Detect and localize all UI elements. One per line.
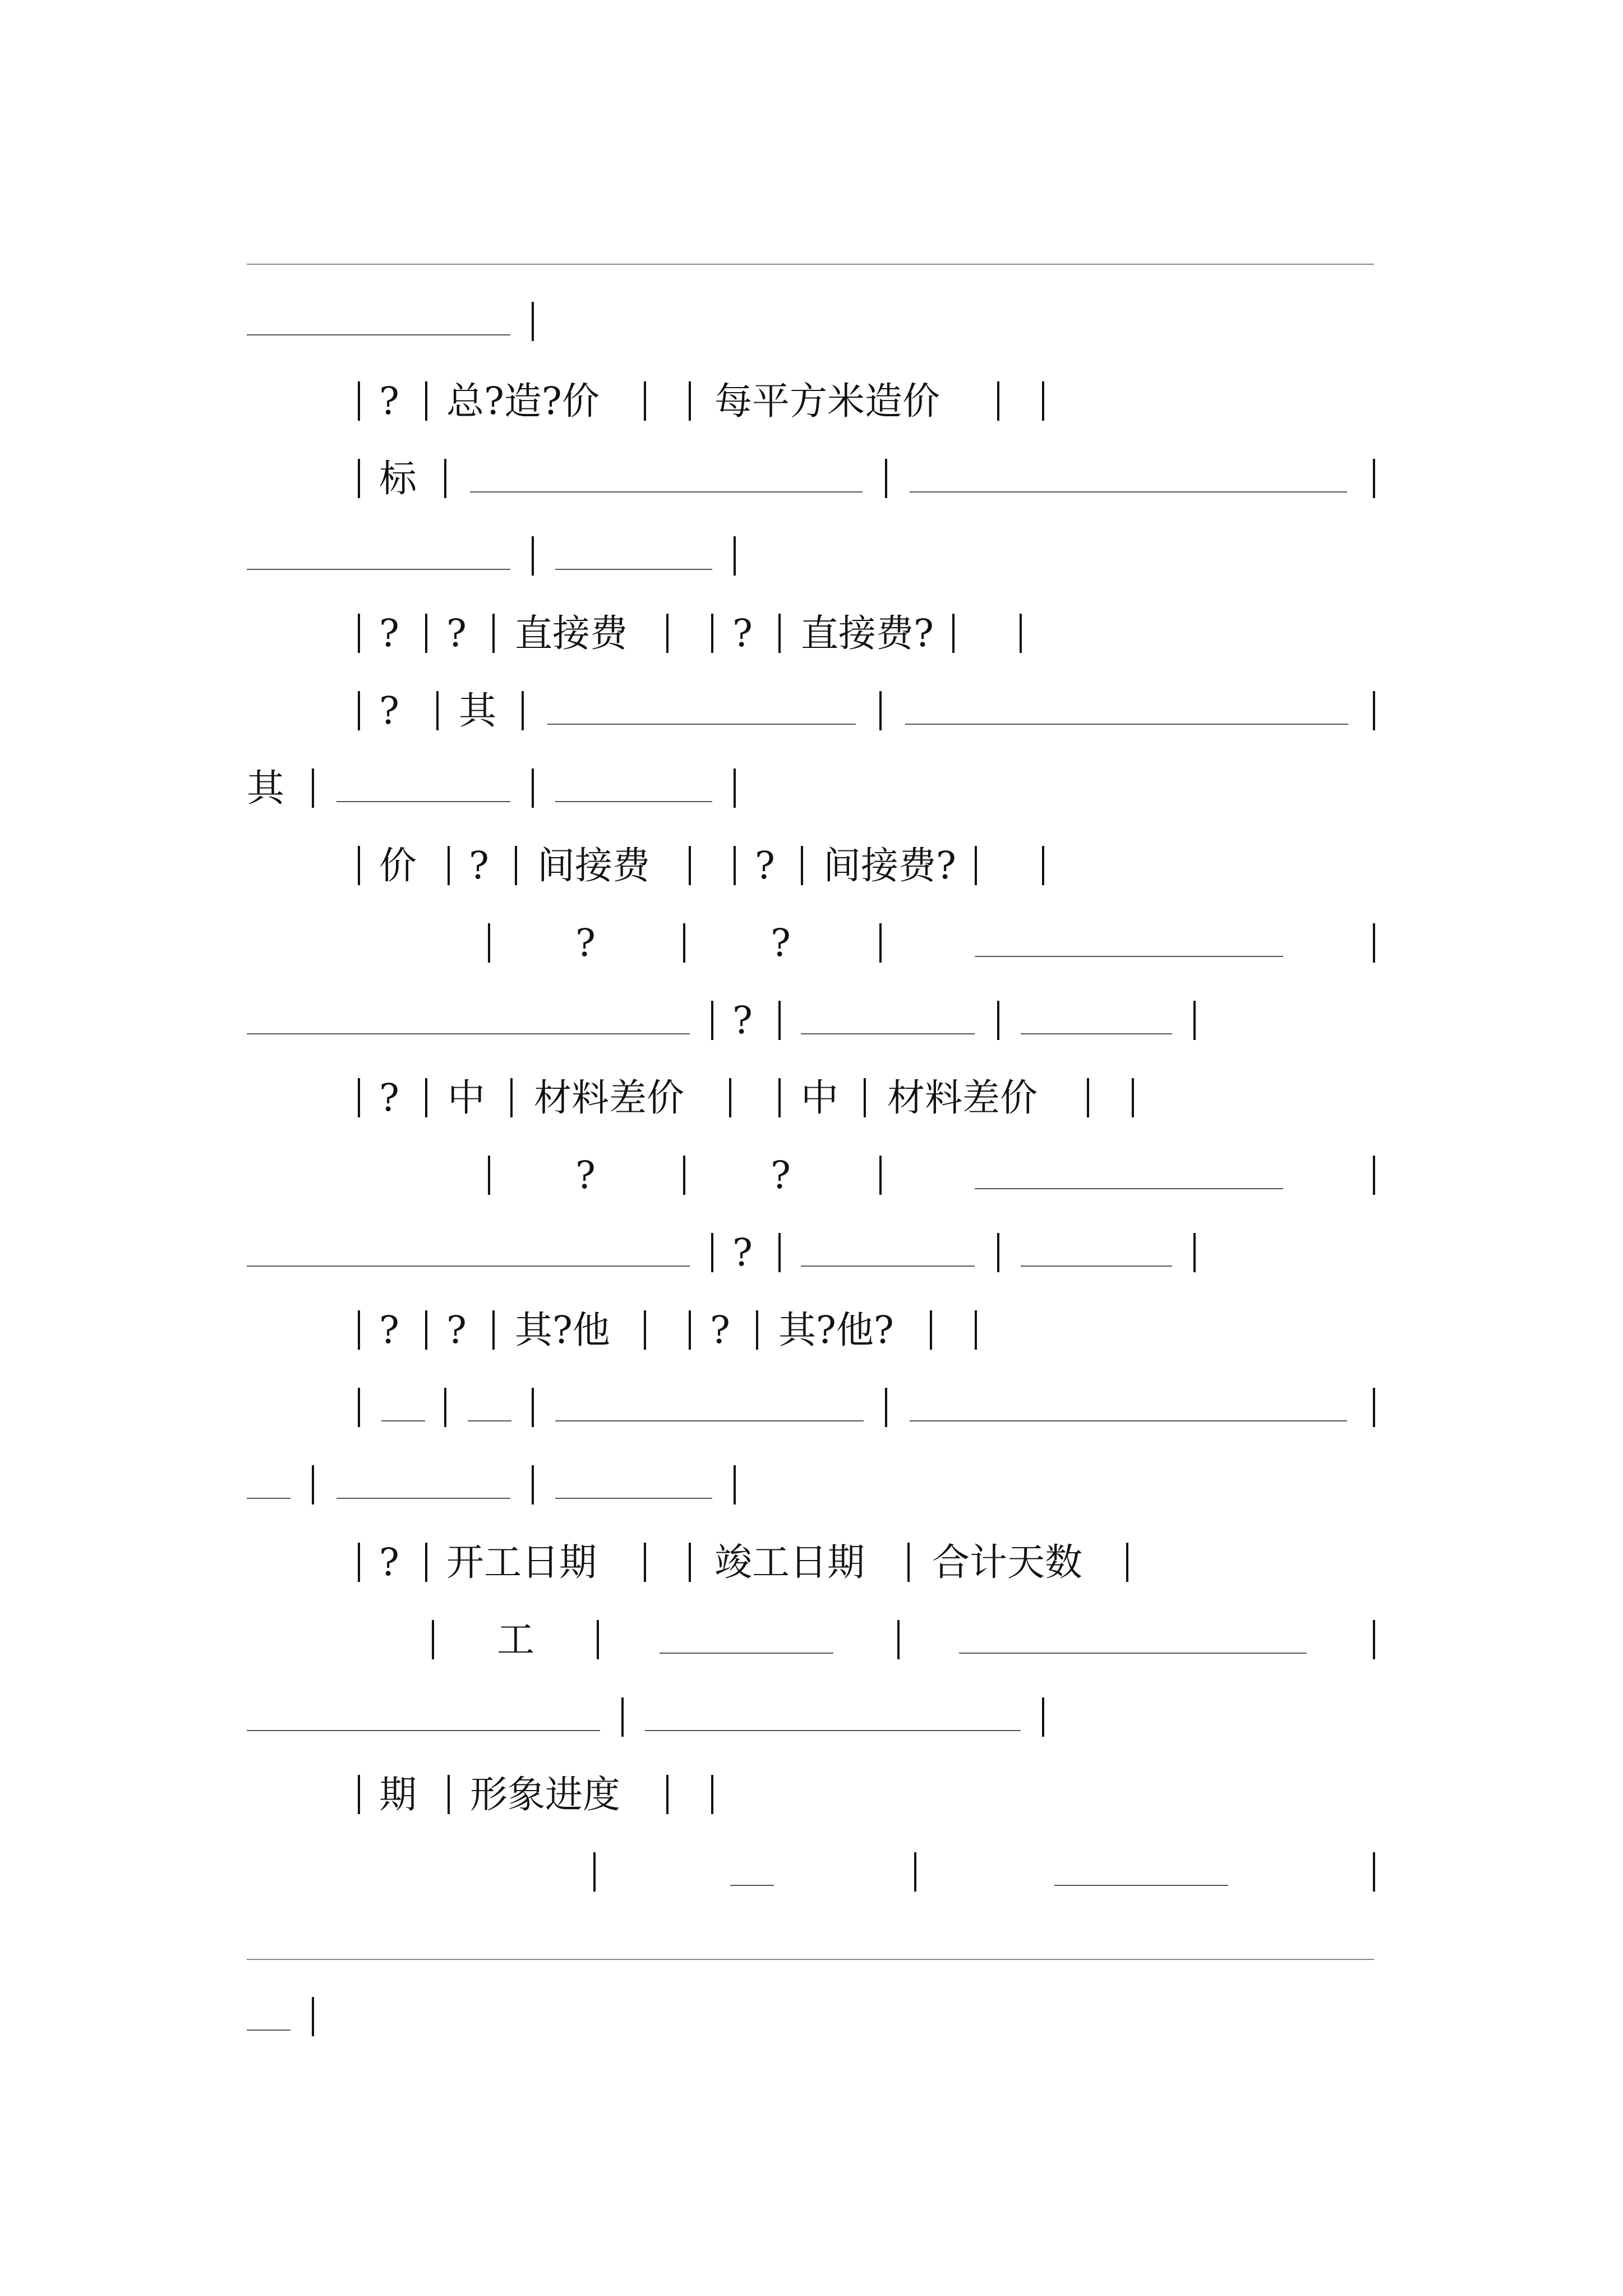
cell-text: ? (732, 611, 753, 655)
column-divider (1042, 381, 1044, 421)
blank-field (555, 1420, 864, 1421)
blank-field (645, 1730, 1021, 1731)
blank-field (247, 569, 510, 570)
column-divider (358, 691, 360, 730)
cell-text: 材料差价 (534, 1076, 684, 1120)
column-divider (425, 1543, 427, 1582)
blank-field (247, 1266, 690, 1267)
column-divider (358, 1078, 360, 1117)
column-divider (885, 459, 887, 498)
blank-field (336, 1498, 510, 1499)
form-row-20 (0, 1764, 1623, 1825)
form-row-12 (0, 1144, 1623, 1206)
cell-text: ? (710, 1308, 730, 1352)
blank-field (801, 1266, 975, 1267)
cell-text: ? (446, 611, 467, 655)
form-row-2 (0, 370, 1623, 432)
column-divider (879, 691, 882, 730)
bottom-rule (247, 1959, 1374, 1960)
blank-field (247, 1730, 600, 1731)
column-divider (734, 1465, 736, 1504)
cell-text: 中 (801, 1076, 838, 1120)
cell-text: 形象进度 (470, 1773, 620, 1816)
cell-text: ? (379, 379, 399, 423)
column-divider (358, 1543, 360, 1582)
column-divider (879, 1156, 882, 1195)
cell-text: ? (379, 1540, 399, 1584)
column-divider (425, 614, 427, 653)
cell-text: 中 (448, 1076, 485, 1120)
column-divider (778, 1001, 781, 1040)
form-row-3 (0, 448, 1623, 509)
column-divider (532, 769, 534, 808)
column-divider (532, 536, 534, 576)
column-divider (515, 846, 517, 885)
cell-text: ? (732, 1231, 753, 1274)
column-divider (952, 614, 955, 653)
column-divider (729, 1078, 731, 1117)
cell-text: 其 (459, 689, 496, 733)
column-divider (488, 1156, 490, 1195)
column-divider (734, 769, 736, 808)
cell-text: ? (755, 844, 775, 887)
cell-text: 其?他 (515, 1308, 610, 1352)
cell-text: ? (771, 921, 791, 965)
column-divider (510, 1078, 513, 1117)
column-divider (907, 1543, 910, 1582)
blank-field (555, 1498, 712, 1499)
column-divider (444, 459, 446, 498)
column-divider (1373, 459, 1375, 498)
cell-text: 间接费? (823, 844, 956, 887)
cell-text: 每平方米造价 (714, 379, 940, 423)
blank-field (975, 956, 1283, 957)
cell-text: 价 (379, 844, 417, 887)
cell-text: 直接费? (801, 611, 934, 655)
column-divider (312, 769, 314, 808)
column-divider (597, 1620, 599, 1659)
form-row-5 (0, 602, 1623, 664)
column-divider (488, 923, 490, 963)
cell-text: 期 (379, 1773, 417, 1816)
column-divider (358, 1310, 360, 1350)
column-divider (734, 846, 736, 885)
column-divider (644, 381, 646, 421)
column-divider (522, 691, 524, 730)
form-row-11 (0, 1067, 1623, 1129)
cell-text: 材料差价 (887, 1076, 1038, 1120)
column-divider (975, 846, 977, 885)
cell-text: 工 (497, 1618, 534, 1662)
cell-text: 其 (247, 766, 284, 810)
cell-text: 间接费 (537, 844, 650, 887)
column-divider (756, 1310, 758, 1350)
form-row-18 (0, 1609, 1623, 1671)
column-divider (897, 1620, 900, 1659)
column-divider (1020, 614, 1022, 653)
column-divider (1042, 846, 1044, 885)
cell-text: 其?他? (778, 1308, 894, 1352)
form-row-13 (0, 1222, 1623, 1283)
blank-field (555, 569, 712, 570)
column-divider (532, 1465, 534, 1504)
form-row-1 (0, 291, 1623, 352)
column-divider (1373, 691, 1375, 730)
form-row-4 (0, 525, 1623, 587)
column-divider (358, 614, 360, 653)
form-row-8 (0, 835, 1623, 896)
column-divider (879, 923, 882, 963)
column-divider (914, 1852, 916, 1892)
blank-field (910, 491, 1347, 493)
column-divider (1087, 1078, 1089, 1117)
column-divider (997, 1001, 999, 1040)
cell-text: ? (379, 611, 399, 655)
column-divider (975, 1310, 977, 1350)
column-divider (1132, 1078, 1134, 1117)
form-row-15 (0, 1377, 1623, 1438)
column-divider (801, 846, 803, 885)
column-divider (864, 1078, 866, 1117)
form-row-21 (0, 1841, 1623, 1903)
form-row-22 (0, 1986, 1623, 2047)
blank-field (468, 1420, 511, 1421)
column-divider (425, 1078, 427, 1117)
blank-field (555, 801, 712, 802)
column-divider (1042, 1697, 1044, 1737)
form-row-16 (0, 1454, 1623, 1516)
column-divider (532, 302, 534, 341)
blank-field (1021, 1033, 1172, 1034)
column-divider (1126, 1543, 1128, 1582)
column-divider (358, 1775, 360, 1814)
column-divider (492, 1310, 495, 1350)
form-row-7 (0, 757, 1623, 819)
column-divider (683, 1156, 685, 1195)
column-divider (1373, 923, 1375, 963)
column-divider (997, 381, 999, 421)
blank-field (247, 1033, 690, 1034)
column-divider (312, 1997, 314, 2036)
blank-field (547, 724, 856, 725)
column-divider (444, 1388, 446, 1427)
column-divider (425, 1310, 427, 1350)
column-divider (689, 1543, 691, 1582)
blank-field (910, 1420, 1347, 1421)
column-divider (1193, 1001, 1196, 1040)
form-row-9 (0, 912, 1623, 974)
column-divider (1193, 1233, 1196, 1272)
column-divider (621, 1697, 624, 1737)
column-divider (448, 1775, 450, 1814)
cell-text: 开工日期 (446, 1540, 597, 1584)
column-divider (778, 1078, 781, 1117)
column-divider (593, 1852, 596, 1892)
column-divider (358, 1388, 360, 1427)
cell-text: ? (379, 689, 399, 733)
column-divider (997, 1233, 999, 1272)
column-divider (312, 1465, 314, 1504)
column-divider (432, 1620, 434, 1659)
column-divider (425, 381, 427, 421)
column-divider (711, 1775, 713, 1814)
cell-text: ? (575, 921, 596, 965)
column-divider (711, 614, 713, 653)
cell-text: 合计天数 (932, 1540, 1082, 1584)
cell-text: ? (379, 1308, 399, 1352)
column-divider (711, 1001, 713, 1040)
column-divider (930, 1310, 932, 1350)
column-divider (711, 1233, 713, 1272)
cell-text: ? (575, 1153, 596, 1197)
column-divider (683, 923, 685, 963)
column-divider (689, 846, 691, 885)
column-divider (532, 1388, 534, 1427)
blank-field (1021, 1266, 1172, 1267)
cell-text: 标 (379, 457, 417, 500)
column-divider (644, 1310, 646, 1350)
blank-field (975, 1188, 1283, 1189)
column-divider (436, 691, 439, 730)
blank-field (247, 1498, 291, 1499)
blank-field (959, 1653, 1307, 1654)
column-divider (1373, 1852, 1375, 1892)
blank-field (247, 2030, 291, 2031)
cell-text: ? (379, 1076, 399, 1120)
form-row-17 (0, 1531, 1623, 1593)
blank-field (381, 1420, 425, 1421)
column-divider (885, 1388, 887, 1427)
cell-text: ? (771, 1153, 791, 1197)
column-divider (666, 614, 668, 653)
form-row-14 (0, 1299, 1623, 1361)
form-row-6 (0, 680, 1623, 742)
form-row-10 (0, 990, 1623, 1051)
blank-field (470, 491, 863, 493)
column-divider (689, 1310, 691, 1350)
cell-text: 总?造?价 (446, 379, 600, 423)
column-divider (448, 846, 450, 885)
top-rule (247, 264, 1374, 265)
column-divider (778, 614, 781, 653)
blank-field (336, 801, 510, 802)
column-divider (778, 1233, 781, 1272)
column-divider (689, 381, 691, 421)
blank-field (730, 1885, 774, 1886)
cell-text: ? (446, 1308, 467, 1352)
column-divider (1373, 1620, 1375, 1659)
column-divider (358, 846, 360, 885)
blank-field (905, 724, 1348, 725)
blank-field (660, 1653, 833, 1654)
column-divider (644, 1543, 646, 1582)
column-divider (358, 381, 360, 421)
cell-text: 直接费 (515, 611, 628, 655)
column-divider (1373, 1156, 1375, 1195)
form-row-19 (0, 1686, 1623, 1748)
column-divider (358, 459, 360, 498)
column-divider (734, 536, 736, 576)
cell-text: 竣工日期 (714, 1540, 865, 1584)
blank-field (1054, 1885, 1228, 1886)
column-divider (1373, 1388, 1375, 1427)
blank-field (247, 334, 510, 335)
blank-field (801, 1033, 975, 1034)
column-divider (666, 1775, 668, 1814)
cell-text: ? (732, 999, 753, 1042)
cell-text: ? (469, 844, 489, 887)
column-divider (492, 614, 495, 653)
